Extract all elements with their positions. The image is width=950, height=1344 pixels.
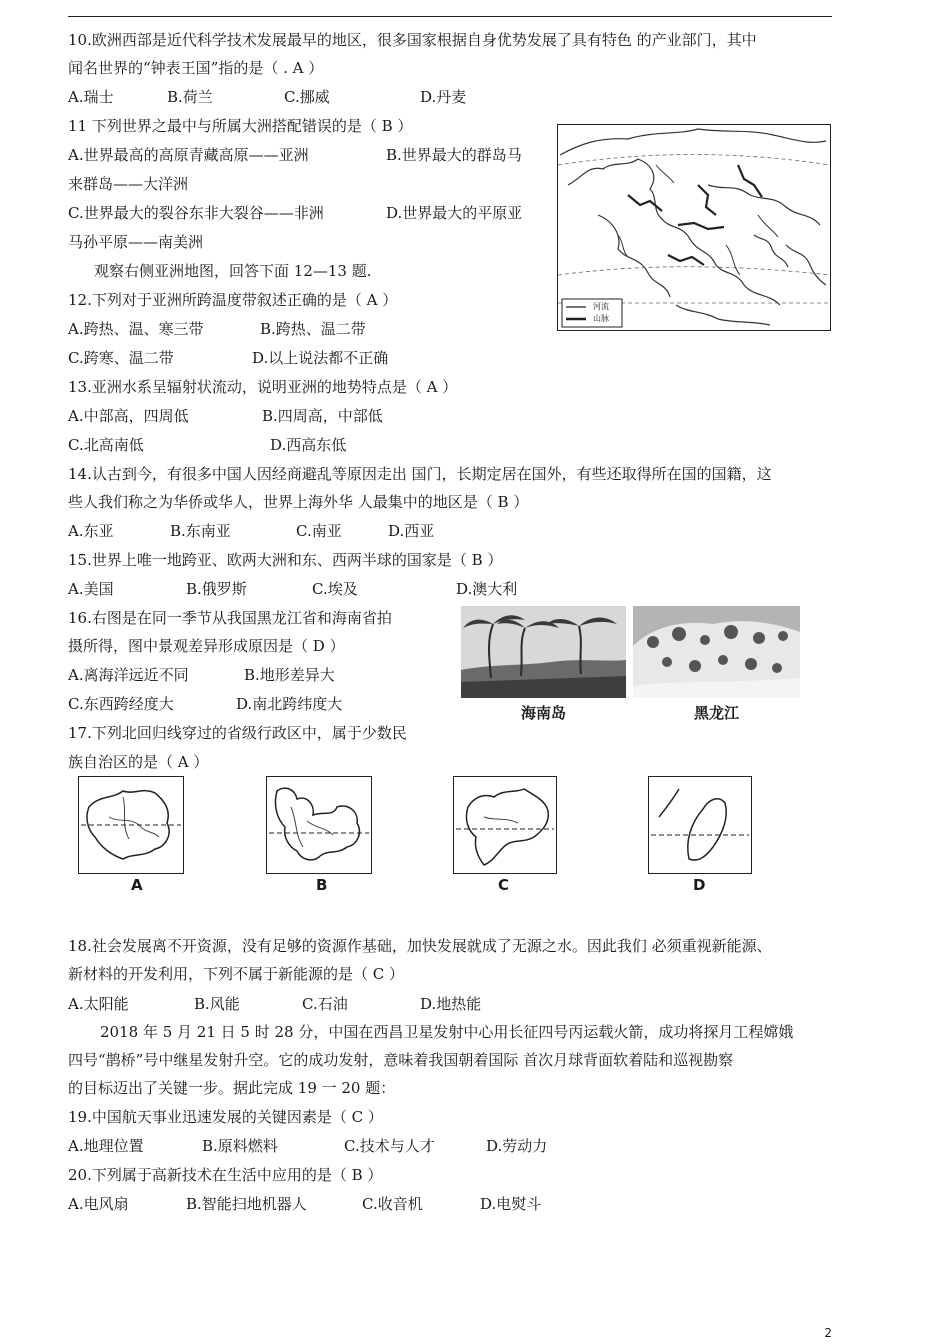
q12-option-a: A.跨热、温、寒三带	[68, 320, 204, 338]
q10-option-d: D.丹麦	[420, 88, 467, 106]
q12-option-d: D.以上说法都不正确	[252, 349, 389, 367]
intro-12-13: 观察右侧亚洲地图，回答下面 12—13 题.	[94, 262, 372, 280]
map-label-d: D	[693, 876, 706, 894]
q15-option-b: B.俄罗斯	[186, 580, 247, 598]
q13-stem: 13.亚洲水系呈辐射状流动，说明亚洲的地势特点是（ A ）	[68, 378, 458, 396]
q18-option-a: A.太阳能	[68, 995, 129, 1013]
q20-option-b: B.智能扫地机器人	[186, 1195, 307, 1213]
q18-option-b: B.风能	[194, 995, 240, 1013]
q16-option-a: A.离海洋远近不同	[68, 666, 189, 684]
q14-option-b: B.东南亚	[170, 522, 231, 540]
map-label-a: A	[131, 876, 143, 894]
q11-option-d-cont: 马孙平原——南美洲	[68, 233, 204, 251]
top-rule	[68, 16, 832, 17]
q19-option-d: D.劳动力	[486, 1137, 548, 1155]
province-map-b	[266, 776, 372, 874]
q16-stem-line2: 摄所得，图中景观差异形成原因是（ D ）	[68, 637, 345, 655]
q14-stem-line2: 些人我们称之为华侨或华人，世界上海外华 人最集中的地区是（ B ）	[68, 493, 529, 511]
q17-stem-line1: 17.下列北回归线穿过的省级行政区中，属于少数民	[68, 724, 407, 742]
q10-stem-line1: 10.欧洲西部是近代科学技术发展最早的地区，很多国家根据自身优势发展了具有特色 的产业部门，其中	[68, 31, 757, 49]
q15-option-d: D.澳大利	[456, 580, 518, 598]
q11-option-b: B.世界最大的群岛马	[386, 146, 522, 164]
caption-heilongjiang: 黑龙江	[693, 704, 739, 722]
q15-option-a: A.美国	[68, 580, 114, 598]
q16-stem-line1: 16.右图是在同一季节从我国黑龙江省和海南省拍	[68, 609, 392, 627]
province-map-d	[648, 776, 752, 874]
q13-option-d: D.西高东低	[270, 436, 347, 454]
map-label-b: B	[316, 876, 328, 894]
q16-option-d: D.南北跨纬度大	[236, 695, 343, 713]
legend-river: 河流	[593, 302, 609, 311]
passage-line2: 四号“鹊桥”号中继星发射升空。它的成功发射，意味着我国朝着国际 首次月球背面软着陆和巡视勘察	[68, 1051, 734, 1069]
q11-option-a: A.世界最高的高原青藏高原——亚洲	[68, 146, 309, 164]
q11-stem: 11 下列世界之最中与所属大洲搭配错误的是（ B ）	[68, 117, 413, 135]
legend-mountain: 山脉	[593, 314, 609, 323]
province-map-a	[78, 776, 184, 874]
q16-option-b: B.地形差异大	[244, 666, 335, 684]
passage-line1: 2018 年 5 月 21 日 5 时 28 分，中国在西昌卫星发射中心用长征四号丙运载火箭，成功将探月工程嫦娥	[100, 1023, 794, 1041]
q14-option-d: D.西亚	[388, 522, 435, 540]
q12-option-b: B.跨热、温二带	[260, 320, 366, 338]
q12-stem: 12.下列对于亚洲所跨温度带叙述正确的是（ A ）	[68, 291, 398, 309]
q18-stem-line2: 新材料的开发利用，下列不属于新能源的是（ C ）	[68, 965, 405, 983]
q19-option-c: C.技术与人才	[344, 1137, 435, 1155]
hainan-photo	[461, 606, 626, 698]
q19-option-b: B.原料燃料	[202, 1137, 278, 1155]
q19-stem: 19.中国航天事业迅速发展的关键因素是（ C ）	[68, 1108, 383, 1126]
asia-map	[557, 124, 831, 331]
q17-stem-line2: 族自治区的是（ A ）	[68, 753, 209, 771]
q11-option-d: D.世界最大的平原亚	[386, 204, 523, 222]
q13-option-b: B.四周高，中部低	[262, 407, 383, 425]
q12-option-c: C.跨寒、温二带	[68, 349, 174, 367]
province-map-c	[453, 776, 557, 874]
q10-option-a: A.瑞士	[68, 88, 114, 106]
q11-option-b-cont: 来群岛——大洋洲	[68, 175, 189, 193]
q14-option-a: A.东亚	[68, 522, 114, 540]
q20-option-c: C.收音机	[362, 1195, 423, 1213]
q14-stem-line1: 14.认古到今，有很多中国人因经商避乱等原因走出 国门，长期定居在国外，有些还取得所在国的国籍，这	[68, 465, 772, 483]
page-number: 2	[824, 1326, 832, 1340]
q11-option-c: C.世界最大的裂谷东非大裂谷——非洲	[68, 204, 324, 222]
q15-stem: 15.世界上唯一地跨亚、欧两大洲和东、西两半球的国家是（ B ）	[68, 551, 503, 569]
passage-line3: 的目标迈出了关键一步。据此完成 19 一 20 题：	[68, 1079, 396, 1097]
caption-hainan: 海南岛	[520, 704, 566, 722]
q19-option-a: A.地理位置	[68, 1137, 144, 1155]
q13-option-a: A.中部高，四周低	[68, 407, 189, 425]
q10-stem-line2: 闻名世界的“钟表王国”指的是（ . A ）	[68, 59, 324, 77]
q10-option-c: C.挪威	[284, 88, 330, 106]
q13-option-c: C.北高南低	[68, 436, 144, 454]
q15-option-c: C.埃及	[312, 580, 358, 598]
heilongjiang-photo	[633, 606, 800, 698]
map-label-c: C	[498, 876, 510, 894]
q14-option-c: C.南亚	[296, 522, 342, 540]
q20-option-d: D.电熨斗	[480, 1195, 542, 1213]
q10-option-b: B.荷兰	[167, 88, 213, 106]
q16-option-c: C.东西跨经度大	[68, 695, 174, 713]
q18-option-d: D.地热能	[420, 995, 482, 1013]
q18-option-c: C.石油	[302, 995, 348, 1013]
q20-option-a: A.电风扇	[68, 1195, 129, 1213]
q20-stem: 20.下列属于高新技术在生活中应用的是（ B ）	[68, 1166, 383, 1184]
q18-stem-line1: 18.社会发展离不开资源，没有足够的资源作基础，加快发展就成了无源之水。因此我们 必须重视新能源、	[68, 937, 772, 955]
